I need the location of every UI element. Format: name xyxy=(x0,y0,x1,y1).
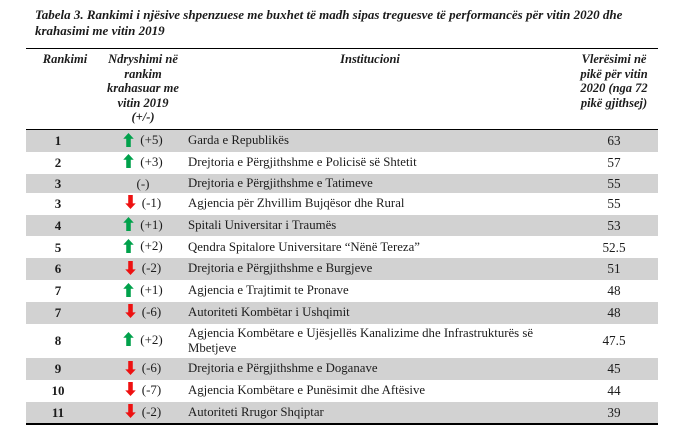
table-row xyxy=(26,280,658,302)
ranking-table xyxy=(26,48,658,425)
header-change-label: Ndryshimi në rankim krahasuar me vitin 2019 (+/-) xyxy=(107,52,179,125)
score-cell: 51 xyxy=(607,261,621,277)
change-label: (-6) xyxy=(141,359,162,375)
change-cell xyxy=(104,358,182,380)
change-label: (+1) xyxy=(140,281,163,297)
institution-cell: Drejtoria e Përgjithshme e Doganave xyxy=(188,361,378,376)
rank-cell: 3 xyxy=(54,175,62,191)
rank-cell: 7 xyxy=(54,305,62,321)
institution-cell: Agjencia Kombëtare e Punësimit dhe Aftësive xyxy=(188,383,426,398)
rank-cell: 2 xyxy=(54,155,62,171)
table-row xyxy=(26,380,658,402)
table-row xyxy=(26,258,658,280)
institution-cell: Agjencia Kombëtare e Ujësjellës Kanalizime dhe Infrastrukturës së Mbetjeve xyxy=(188,325,534,355)
up-arrow-icon xyxy=(123,133,134,147)
score-cell: 39 xyxy=(607,404,621,420)
up-arrow-icon xyxy=(123,283,134,297)
header-change xyxy=(104,49,182,130)
change-cell xyxy=(104,380,182,402)
institution-cell: Qendra Spitalore Universitare “Nënë Tereza” xyxy=(188,239,420,254)
up-arrow-icon xyxy=(123,154,134,168)
table-row xyxy=(26,193,658,215)
down-arrow-icon xyxy=(125,261,136,275)
change-label: (+1) xyxy=(140,216,163,232)
change-cell xyxy=(104,129,182,151)
up-arrow-icon xyxy=(123,239,134,253)
header-score xyxy=(558,49,658,130)
table-row xyxy=(26,236,658,258)
change-label: (-1) xyxy=(141,194,162,210)
down-arrow-icon xyxy=(125,382,136,396)
score-cell: 53 xyxy=(607,217,621,233)
score-cell: 44 xyxy=(607,383,621,399)
change-label: (-2) xyxy=(141,260,162,276)
institution-cell: Drejtoria e Përgjithshme e Tatimeve xyxy=(188,175,373,190)
institution-cell: Autoriteti Rrugor Shqiptar xyxy=(188,404,324,419)
score-cell: 47.5 xyxy=(602,333,626,349)
institution-cell: Agjencia e Trajtimit te Pronave xyxy=(188,283,349,298)
change-label: (-7) xyxy=(141,381,162,397)
change-cell xyxy=(104,280,182,302)
header-score-label: Vlerësimi në pikë për vitin 2020 (nga 72 pikë gjithsej) xyxy=(580,52,648,110)
up-arrow-icon xyxy=(123,217,134,231)
change-label: (+2) xyxy=(140,238,163,254)
score-cell: 57 xyxy=(607,155,621,171)
rank-cell: 6 xyxy=(54,261,62,277)
change-label: (-2) xyxy=(141,403,162,419)
institution-cell: Spitali Universitar i Traumës xyxy=(188,217,337,232)
change-label: (-) xyxy=(136,175,150,191)
change-label: (+2) xyxy=(140,331,163,347)
change-cell xyxy=(104,193,182,215)
change-label: (+3) xyxy=(140,153,163,169)
table-caption: Tabela 3. Rankimi i njësive shpenzuese me buxhet të madh sipas treguesve të performancës për vitin 2020 dhe krahasimi me vitin 2019 xyxy=(35,7,623,38)
down-arrow-icon xyxy=(125,304,136,318)
score-cell: 55 xyxy=(607,196,621,212)
institution-cell: Agjencia për Zhvillim Bujqësor dhe Rural xyxy=(188,196,405,211)
change-cell xyxy=(104,152,182,174)
header-institution: Institucioni xyxy=(340,52,400,66)
table-row xyxy=(26,302,658,324)
change-cell xyxy=(104,402,182,425)
score-cell: 55 xyxy=(607,175,621,191)
rank-cell: 9 xyxy=(54,361,62,377)
institution-cell: Drejtoria e Përgjithshme e Policisë së Shtetit xyxy=(188,155,417,170)
change-cell xyxy=(104,302,182,324)
score-cell: 45 xyxy=(607,361,621,377)
rank-cell: 4 xyxy=(54,217,62,233)
rank-cell: 10 xyxy=(51,383,65,399)
institution-cell: Autoriteti Kombëtar i Ushqimit xyxy=(188,305,350,320)
table-row xyxy=(26,174,658,193)
change-cell xyxy=(104,258,182,280)
change-cell xyxy=(104,215,182,237)
change-cell xyxy=(104,236,182,258)
header-rank: Rankimi xyxy=(42,52,88,66)
table-row xyxy=(26,358,658,380)
up-arrow-icon xyxy=(123,332,134,346)
table-row xyxy=(26,129,658,151)
rank-cell: 3 xyxy=(54,196,62,212)
rank-cell: 1 xyxy=(54,133,62,149)
table-body xyxy=(26,129,658,424)
down-arrow-icon xyxy=(125,361,136,375)
table-row xyxy=(26,324,658,358)
table-row xyxy=(26,152,658,174)
score-cell: 52.5 xyxy=(602,239,626,255)
down-arrow-icon xyxy=(125,404,136,418)
rank-cell: 7 xyxy=(54,283,62,299)
change-label: (-6) xyxy=(141,303,162,319)
institution-cell: Drejtoria e Përgjithshme e Burgjeve xyxy=(188,261,373,276)
score-cell: 48 xyxy=(607,305,621,321)
institution-cell: Garda e Republikës xyxy=(188,133,289,148)
table-header xyxy=(26,49,658,130)
change-label: (+5) xyxy=(140,131,163,147)
change-cell xyxy=(104,174,182,193)
down-arrow-icon xyxy=(125,195,136,209)
change-cell xyxy=(104,324,182,358)
rank-cell: 5 xyxy=(54,239,62,255)
score-cell: 48 xyxy=(607,283,621,299)
table-row xyxy=(26,215,658,237)
table-row xyxy=(26,402,658,425)
score-cell: 63 xyxy=(607,133,621,149)
rank-cell: 8 xyxy=(54,333,62,349)
rank-cell: 11 xyxy=(51,404,65,420)
